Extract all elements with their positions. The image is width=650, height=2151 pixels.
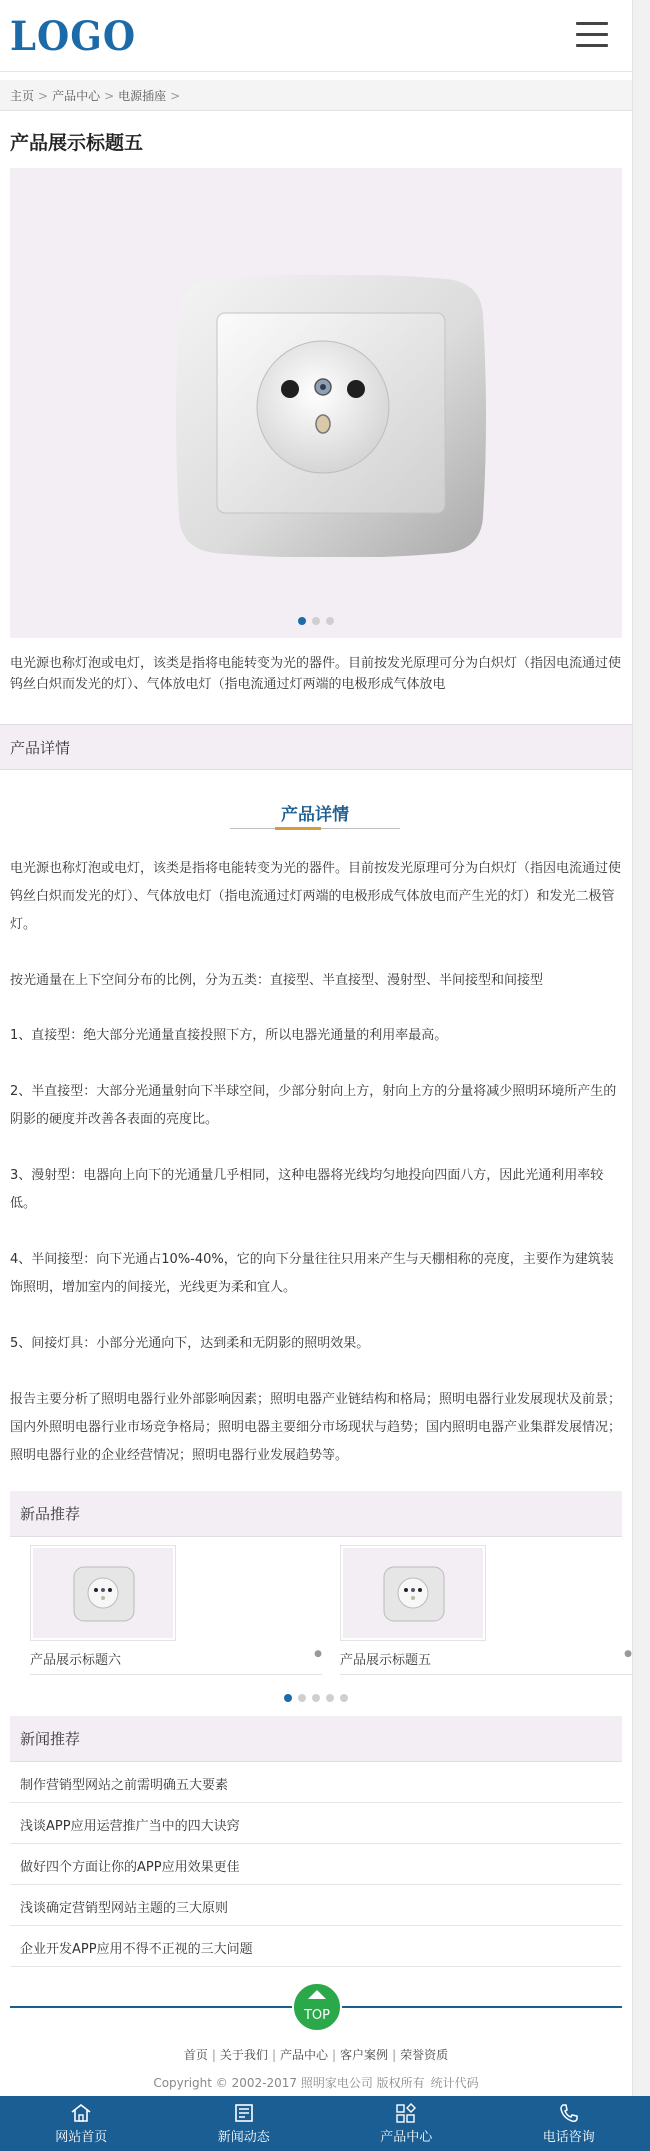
news-item[interactable]: 浅谈确定营销型网站主题的三大原则 xyxy=(10,1885,622,1926)
carousel-dot[interactable] xyxy=(312,1694,320,1702)
details-paragraph: 4、半间接型：向下光通占10%-40%，它的向下分量往往只用来产生与天棚相称的亮度，主要作为建筑装饰照明，增加室内的间接光，光线更为柔和宜人。 xyxy=(10,1252,614,1295)
details-paragraph: 1、直接型：绝大部分光通量直接投照下方，所以电器光通量的利用率最高。 xyxy=(10,1028,448,1043)
socket-thumbnail-icon xyxy=(383,1566,445,1622)
product-intro: 电光源也称灯泡或电灯，该类是指将电能转变为光的器件。目前按发光原理可分为白炽灯（指因电流通过使钨丝白炽而发光的灯）、气体放电灯（指电流通过灯两端的电极形成气体放电 xyxy=(10,656,622,692)
news-item[interactable]: 浅谈APP应用运营推广当中的四大诀窍 xyxy=(10,1803,622,1844)
site-header xyxy=(0,0,632,72)
footer-link[interactable]: 关于我们 xyxy=(219,2048,268,2062)
stats-code-link[interactable]: 统计代码 xyxy=(430,2076,479,2090)
news-item[interactable]: 做好四个方面让你的APP应用效果更佳 xyxy=(10,1844,622,1885)
arrow-up-icon xyxy=(308,1990,326,1999)
new-products-pagination xyxy=(0,1690,632,1706)
breadcrumb-separator: > xyxy=(104,89,115,103)
copyright xyxy=(0,2074,632,2091)
nav-news[interactable] xyxy=(163,2096,326,2151)
nav-phone[interactable] xyxy=(488,2096,650,2151)
socket-thumbnail-icon xyxy=(73,1566,135,1622)
nav-phone-label: 电话咨询 xyxy=(542,2130,595,2145)
home-icon xyxy=(69,2102,93,2124)
breadcrumb-product-center[interactable]: 产品中心 xyxy=(52,89,101,103)
carousel-dot[interactable] xyxy=(298,1694,306,1702)
new-products-heading-label: 新品推荐 xyxy=(20,1505,81,1523)
new-product-card[interactable] xyxy=(30,1545,322,1675)
new-product-thumbnail[interactable] xyxy=(30,1545,176,1641)
back-to-top-label: TOP xyxy=(303,2008,330,2023)
details-heading xyxy=(230,800,400,829)
socket-product-image xyxy=(175,275,487,557)
carousel-dot[interactable] xyxy=(326,1694,334,1702)
gallery-dot[interactable] xyxy=(298,617,306,625)
new-product-title[interactable] xyxy=(30,1649,322,1675)
new-products-heading xyxy=(10,1491,622,1537)
footer-link[interactable]: 客户案例 xyxy=(340,2048,389,2062)
phone-icon xyxy=(557,2102,581,2124)
details-paragraph: 3、漫射型：电器向上向下的光通量几乎相同，这种电器将光线均匀地投向四面八方，因此光通利用率较低。 xyxy=(10,1168,604,1211)
news-item[interactable]: 制作营销型网站之前需明确五大要素 xyxy=(10,1762,622,1803)
news-heading-label: 新闻推荐 xyxy=(20,1730,81,1748)
product-details-tab-label: 产品详情 xyxy=(10,739,71,757)
details-paragraph: 按光通量在上下空间分布的比例，分为五类：直接型、半直接型、漫射型、半间接型和间接型 xyxy=(10,973,544,988)
details-heading-underline xyxy=(230,828,400,829)
product-gallery[interactable] xyxy=(10,168,622,638)
details-paragraph: 报告主要分析了照明电器行业外部影响因素；照明电器产业链结构和格局；照明电器行业发展现状及前景；国内外照明电器行业市场竞争格局；照明电器主要细分市场现状与趋势；国内照明电器产业集群发展情况；照明电器行业的企业经营情况；照明电器行业发展趋势等。 xyxy=(10,1392,622,1463)
bottom-navigation xyxy=(0,2096,650,2151)
breadcrumb xyxy=(0,80,632,111)
breadcrumb-separator: > xyxy=(38,89,49,103)
nav-products[interactable] xyxy=(325,2096,488,2151)
carousel-dot[interactable] xyxy=(284,1694,292,1702)
chevron-right-icon: ● xyxy=(624,1649,632,1659)
details-paragraph: 5、间接灯具：小部分光通向下，达到柔和无阴影的照明效果。 xyxy=(10,1336,370,1351)
footer-link[interactable]: 荣誉资质 xyxy=(400,2048,449,2062)
nav-home[interactable] xyxy=(0,2096,163,2151)
product-grid-icon xyxy=(394,2102,418,2124)
hamburger-menu-icon[interactable] xyxy=(576,20,610,50)
new-product-card[interactable] xyxy=(340,1545,632,1675)
page-title: 产品展示标题五 xyxy=(10,132,144,154)
product-details-tab xyxy=(0,724,632,770)
gallery-pagination xyxy=(10,613,622,629)
carousel-dot[interactable] xyxy=(340,1694,348,1702)
footer-link[interactable]: 首页 xyxy=(183,2048,208,2062)
new-product-title-text: 产品展示标题五 xyxy=(340,1653,432,1668)
new-product-title[interactable] xyxy=(340,1649,632,1675)
details-paragraph: 2、半直接型：大部分光通量射向下半球空间，少部分射向上方，射向上方的分量将减少照明环境所产生的阴影的硬度并改善各表面的亮度比。 xyxy=(10,1084,617,1127)
chevron-right-icon: ● xyxy=(314,1649,322,1659)
gallery-dot[interactable] xyxy=(326,617,334,625)
copyright-text: Copyright © 2002-2017 照明家电公司 版权所有 xyxy=(153,2076,425,2090)
footer-links: 首页 | 关于我们 | 产品中心 | 客户案例 | 荣誉资质 xyxy=(183,2048,449,2062)
details-heading-text: 产品详情 xyxy=(281,805,349,825)
breadcrumb-separator: > xyxy=(170,89,181,103)
back-to-top-button[interactable] xyxy=(292,1982,342,2032)
nav-products-label: 产品中心 xyxy=(380,2130,433,2145)
gallery-dot[interactable] xyxy=(312,617,320,625)
site-logo[interactable]: LOGO xyxy=(10,12,137,60)
breadcrumb-home[interactable]: 主页 xyxy=(10,89,35,103)
nav-home-label: 网站首页 xyxy=(55,2130,108,2145)
breadcrumb-power-socket[interactable]: 电源插座 xyxy=(118,89,167,103)
nav-news-label: 新闻动态 xyxy=(217,2130,270,2145)
details-paragraph: 电光源也称灯泡或电灯，该类是指将电能转变为光的器件。目前按发光原理可分为白炽灯（指因电流通过使钨丝白炽而发光的灯）、气体放电灯（指电流通过灯两端的电极形成气体放电而产生光的灯）和发光二极管灯。 xyxy=(10,861,622,932)
new-product-title-text: 产品展示标题六 xyxy=(30,1653,122,1668)
news-heading xyxy=(10,1716,622,1762)
footer-link[interactable]: 产品中心 xyxy=(279,2048,328,2062)
new-product-thumbnail[interactable] xyxy=(340,1545,486,1641)
scrollbar-track[interactable] xyxy=(632,0,650,2151)
news-icon xyxy=(232,2102,256,2124)
news-item[interactable]: 企业开发APP应用不得不正视的三大问题 xyxy=(10,1926,622,1967)
